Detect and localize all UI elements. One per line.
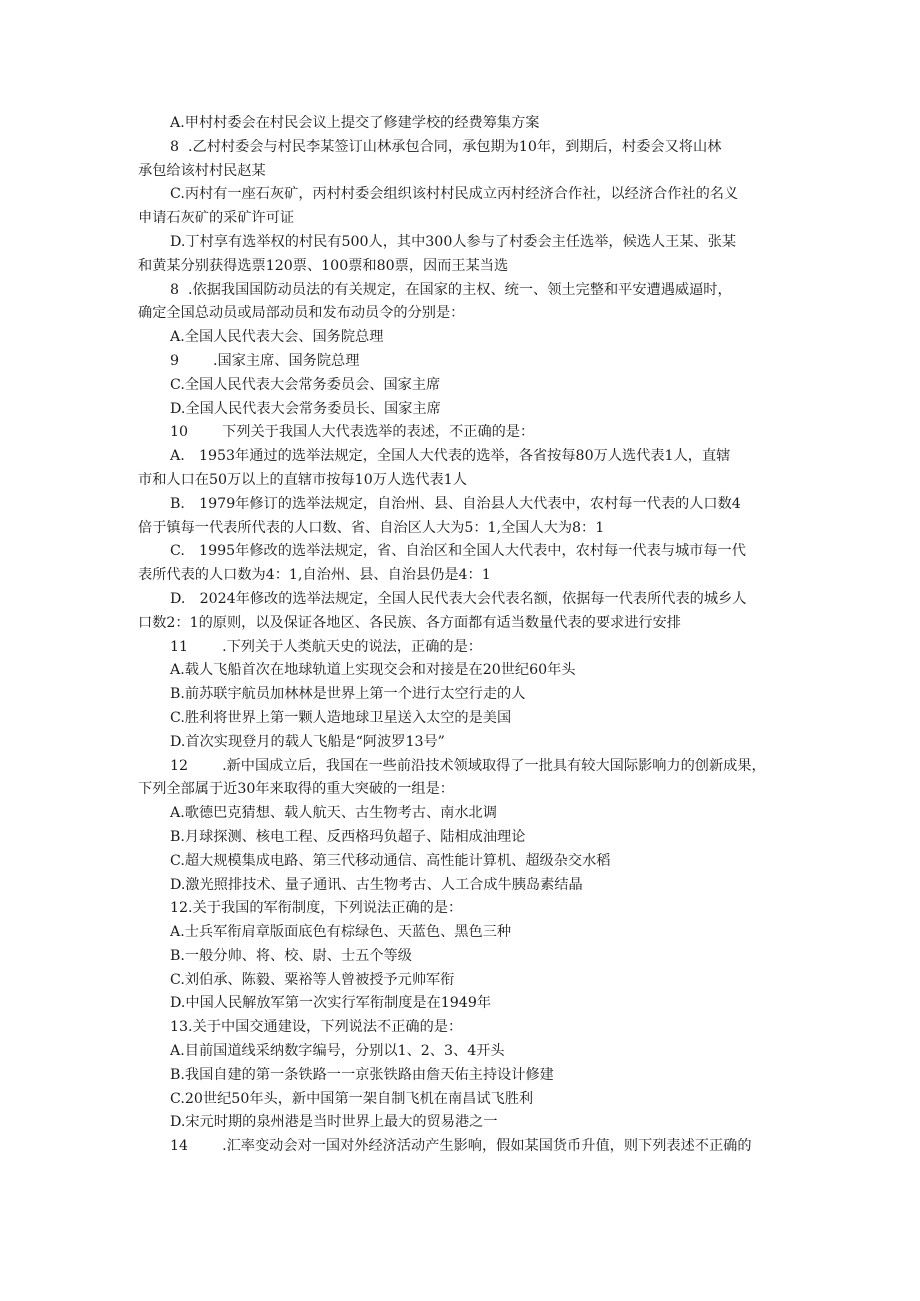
- q13-option-d: D.宋元时期的泉州港是当时世界上最大的贸易港之一: [170, 1114, 498, 1131]
- q10-option-c-continued: 表所代表的人口数为4：1,自治州、县、自治县仍是4：1: [138, 567, 491, 584]
- q8-stem: 8 .依据我国国防动员法的有关规定，在国家的主权、统一、领土完整和平安遭遇威逼时，: [170, 281, 732, 298]
- q10-option-b-continued: 倍于镇每一代表所代表的人口数、省、自治区人大为5：1,全国人大为8：1: [138, 519, 605, 536]
- q11-option-a: A.载人飞船首次在地球轨道上实现交会和对接是在20世纪60年头: [170, 662, 576, 679]
- q13-option-b: B.我国自建的第一条铁路一一京张铁路由詹天佑主持设计修建: [170, 1066, 554, 1083]
- q12a-option-c: C.超大规模集成电路、第三代移动通信、高性能计算机、超级杂交水稻: [170, 852, 611, 869]
- q7-option-b-continued: 承包给该村村民赵某: [138, 162, 266, 179]
- q12a-stem: 12 .新中国成立后，我国在一些前沿技术领域取得了一批具有较大国际影响力的创新成果，: [170, 757, 766, 774]
- q10-stem: 10 下列关于我国人大代表选举的表述，不正确的是：: [170, 424, 535, 441]
- item-number: 10: [170, 424, 189, 441]
- q8-stem-continued: 确定全国总动员或局部动员和发布动员令的分别是：: [138, 305, 465, 322]
- q7-option-b: 8 .乙村村委会与村民李某签订山林承包合同，承包期为10年，到期后，村委会又将山林: [170, 138, 722, 155]
- q10-option-a: A. 1953年通过的选举法规定，全国人大代表的选举，各省按每80万人选代表1人，直辖: [170, 448, 731, 465]
- q13-stem: 13.关于中国交通建设，下列说法不正确的是：: [170, 1019, 463, 1036]
- item-number: 12: [170, 757, 189, 774]
- question-list: [0, 112, 920, 1159]
- q11-stem: 11 .下列关于人类航天史的说法，正确的是：: [170, 638, 482, 655]
- q8-option-c: C.全国人民代表大会常务委员会、国家主席: [170, 376, 441, 393]
- q12b-stem: 12.关于我国的军衔制度，下列说法正确的是：: [170, 900, 463, 917]
- q8-option-d: D.全国人民代表大会常务委员长、国家主席: [170, 400, 441, 417]
- item-number: 8: [170, 281, 180, 298]
- q7-option-d: D.丁村享有选举权的村民有500人，其中300人参与了村委会主任选举，候选人王某、张某: [170, 233, 737, 250]
- q13-option-c: C.20世纪50年头，新中国第一架自制飞机在南昌试飞胜利: [170, 1090, 534, 1107]
- q11-option-c: C.胜利将世界上第一颗人造地球卫星送入太空的是美国: [170, 709, 512, 726]
- q10-option-d-continued: 口数2：1的原则，以及保证各地区、各民族、各方面都有适当数量代表的要求进行安排: [138, 614, 681, 631]
- q8-option-b: 9 .国家主席、国务院总理: [170, 352, 360, 369]
- q12a-option-b: B.月球探测、核电工程、反西格玛负超子、陆相成油理论: [170, 828, 526, 845]
- q12a-option-a: A.歌德巴克猜想、载人航天、古生物考古、南水北调: [170, 805, 497, 822]
- q12b-option-a: A.士兵军衔肩章版面底色有棕绿色、天蓝色、黑色三种: [170, 924, 512, 941]
- q10-option-b: B. 1979年修订的选举法规定，自治州、县、自治县人大代表中，农村每一代表的人口数4: [170, 495, 741, 512]
- q10-option-c: C. 1995年修改的选举法规定，省、自治区和全国人大代表中，农村每一代表与城市每一代: [170, 543, 746, 560]
- q12a-stem-continued: 下列全部属于近30年来取得的重大突破的一组是：: [138, 781, 454, 798]
- q10-option-a-continued: 市和人口在50万以上的直辖市按每10万人选代表1人: [138, 471, 467, 488]
- q7-option-a: A.甲村村委会在村民会议上提交了修建学校的经费筹集方案: [170, 115, 540, 131]
- q7-option-c-continued: 申请石灰矿的采矿许可证: [138, 210, 295, 227]
- q7-option-d-continued: 和黄某分别获得选票120票、100票和80票，因而王某当选: [138, 257, 509, 274]
- q13-option-a: A.目前国道线采纳数字编号，分别以1、2、3、4开头: [170, 1043, 505, 1060]
- q12b-option-c: C.刘伯承、陈毅、粟裕等人曾被授予元帅军衔: [170, 971, 455, 988]
- q7-option-c: C.丙村有一座石灰矿，丙村村委会组织该村村民成立丙村经济合作社，以经济合作社的名义: [170, 186, 739, 203]
- q12b-option-b: B.一般分帅、将、校、尉、士五个等级: [170, 947, 412, 964]
- q8-option-a: A.全国人民代表大会、国务院总理: [170, 329, 384, 346]
- q12b-option-d: D.中国人民解放军第一次实行军衔制度是在1949年: [170, 995, 492, 1012]
- item-number: 14: [170, 1138, 189, 1155]
- item-number: 11: [170, 638, 189, 655]
- q14-stem: 14 .汇率变动会对一国对外经济活动产生影响，假如某国货币升值，则下列表述不正确的: [170, 1138, 752, 1155]
- q10-option-d: D. 2024年修改的选举法规定，全国人民代表大会代表名额，依据每一代表所代表的城乡人: [170, 590, 747, 607]
- q11-option-d: D.首次实现登月的载人飞船是“阿波罗13号”: [170, 733, 445, 750]
- item-number: 9: [170, 352, 180, 369]
- q12a-option-d: D.激光照排技术、量子通讯、古生物考古、人工合成牛胰岛素结晶: [170, 876, 583, 893]
- q11-option-b: B.前苏联宇航员加林林是世界上第一个进行太空行走的人: [170, 686, 526, 703]
- item-number: 8: [170, 138, 180, 155]
